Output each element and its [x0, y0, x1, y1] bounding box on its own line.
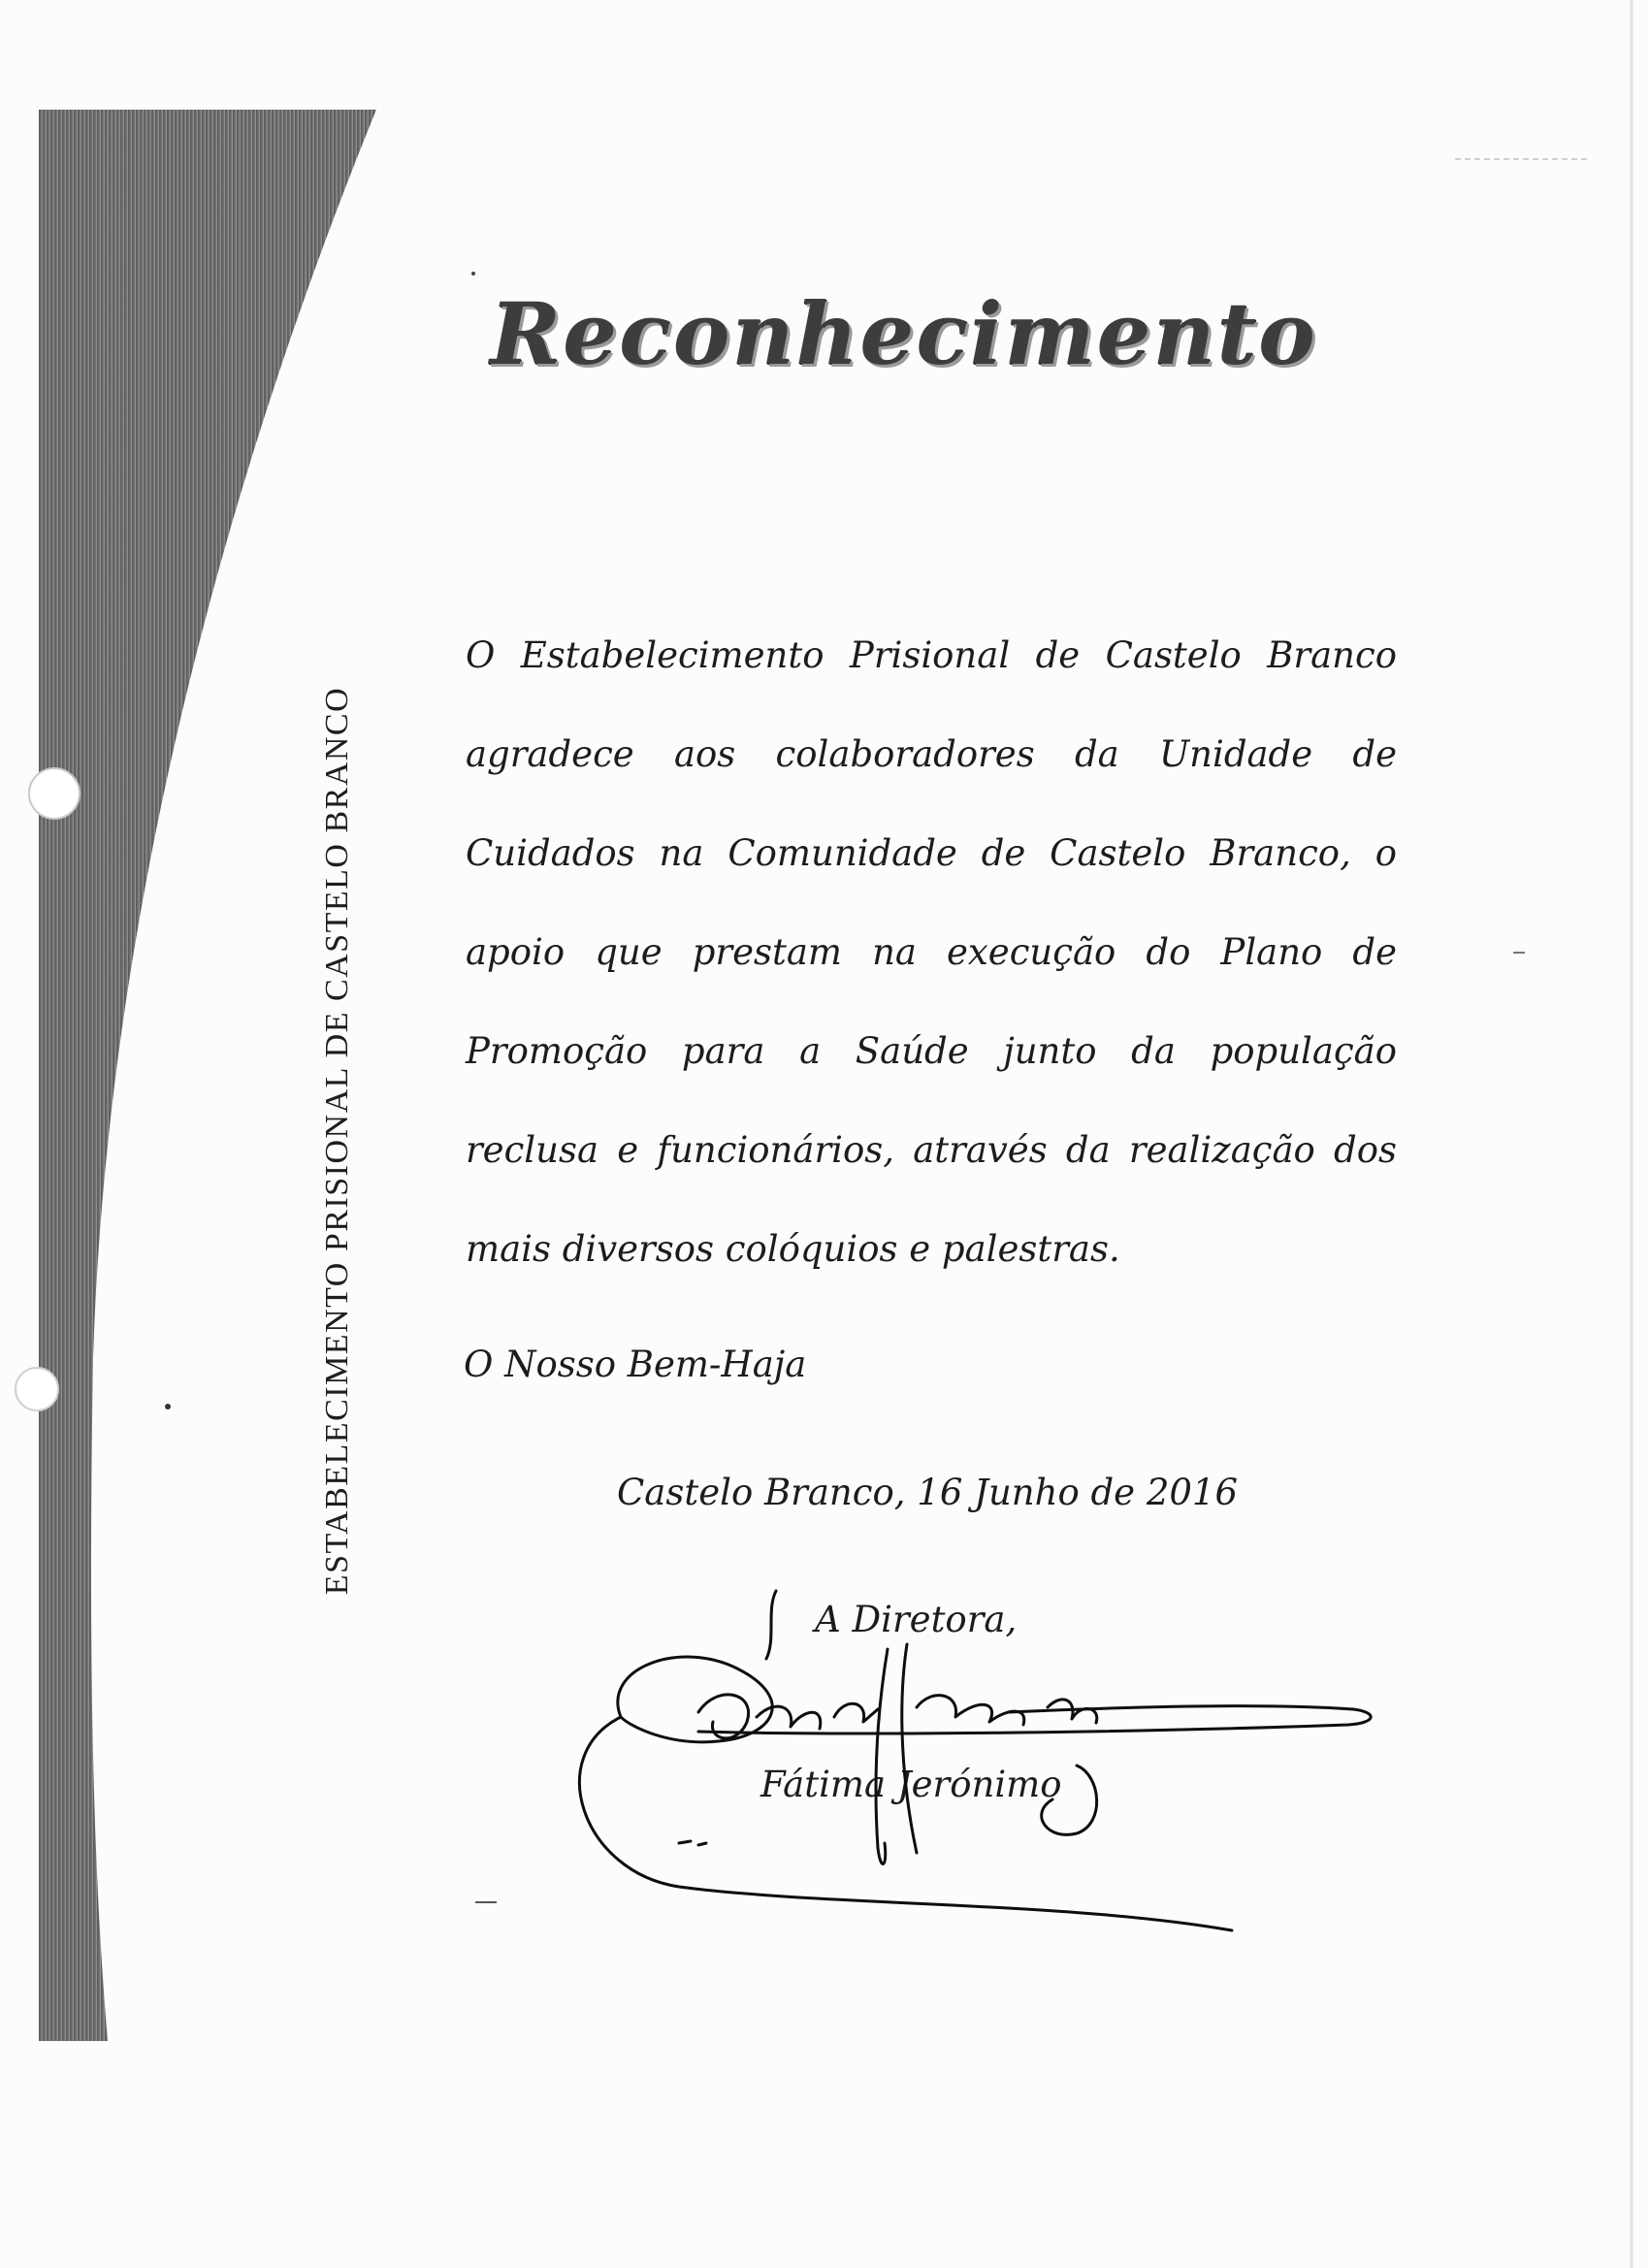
body-line: mais diversos colóquios e palestras. — [466, 1228, 1120, 1270]
punch-hole-top — [29, 768, 80, 819]
body-line: Promoção para a Saúde junto da população — [466, 1030, 1397, 1072]
signatory-role: A Diretora, — [815, 1599, 1018, 1640]
body-line: agradece aos colaboradores da Unidade de — [466, 733, 1397, 775]
body-line: apoio que prestam na execução do Plano de — [466, 931, 1397, 973]
scan-speck — [165, 1404, 171, 1409]
institution-side-label: ESTABELECIMENTO PRISIONAL DE CASTELO BRANCO — [319, 686, 355, 1596]
scan-speck — [471, 272, 475, 275]
signatory-name: Fátima Jerónimo — [760, 1764, 1062, 1805]
body-line: O Estabelecimento Prisional de Castelo Branco — [466, 634, 1397, 676]
page-title: Reconhecimento — [490, 283, 1317, 384]
punch-hole-bottom — [16, 1368, 58, 1410]
body-text — [466, 621, 1397, 1313]
body-line: reclusa e funcionários, através da realização dos — [466, 1129, 1397, 1171]
place-date: Castelo Branco, 16 Junho de 2016 — [617, 1472, 1238, 1513]
closing-text: O Nosso Bem-Haja — [464, 1344, 807, 1385]
body-line: Cuidados na Comunidade de Castelo Branco, o — [466, 832, 1397, 874]
